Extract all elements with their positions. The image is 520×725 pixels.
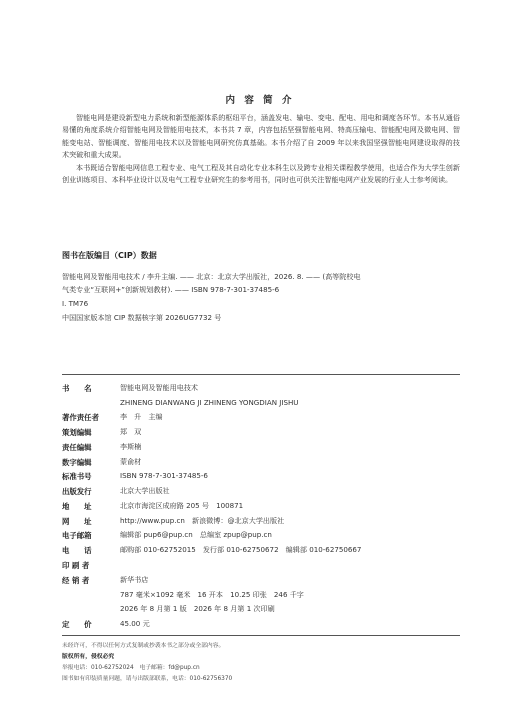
info-row-publisher bbox=[62, 486, 460, 499]
info-value: 智能电网及智能用电技术 bbox=[120, 383, 199, 392]
info-row-planning-editor bbox=[62, 427, 460, 440]
quality-contact: 图书如有印装质量问题，请与出版部联系，电话：010-62756370 bbox=[62, 676, 233, 682]
info-label: 网 址 bbox=[62, 517, 92, 526]
info-label: 书 名 bbox=[62, 384, 92, 393]
info-row-phone bbox=[62, 545, 460, 558]
info-label: 电 话 bbox=[62, 546, 92, 555]
abstract-title: 内 容 简 介 bbox=[225, 95, 295, 106]
cip-number: 中国国家版本馆 CIP 数据核字第 2026UG7732 号 bbox=[62, 313, 222, 322]
info-row-printer bbox=[62, 560, 460, 573]
info-row-digital-editor bbox=[62, 457, 460, 470]
rights-statement: 版权所有，侵权必究 bbox=[62, 654, 115, 660]
info-row-format bbox=[62, 590, 460, 603]
copyright-notice: 未经许可，不得以任何方式复制或抄袭本书之部分或全部内容。 bbox=[62, 643, 225, 649]
info-label: 出版发行 bbox=[62, 487, 92, 496]
info-row-address bbox=[62, 501, 460, 514]
info-value: 郑 双 bbox=[120, 427, 142, 436]
info-row-distributor bbox=[62, 575, 460, 588]
info-value: http://www.pup.cn 新浪微博：@北京大学出版社 bbox=[120, 516, 285, 525]
info-row-pinyin bbox=[62, 398, 460, 411]
cip-classification: Ⅰ. TM76 bbox=[62, 299, 89, 308]
info-label: 策划编辑 bbox=[62, 428, 92, 437]
info-value: 邮购部 010-62752015 发行部 010-62750672 编辑部 010-62750667 bbox=[120, 545, 362, 554]
top-divider bbox=[62, 374, 460, 375]
info-value: 李斯楠 bbox=[120, 442, 142, 451]
cip-record-line: 智能电网及智能用电技术 / 李升主编. —— 北京：北京大学出版社，2026. 8. —— (高等院校电 bbox=[62, 272, 361, 281]
info-label: 印 刷 者 bbox=[62, 561, 90, 570]
info-label: 责任编辑 bbox=[62, 443, 92, 452]
info-row-title bbox=[62, 383, 460, 396]
info-label: 标准书号 bbox=[62, 472, 92, 481]
info-row-price bbox=[62, 619, 460, 632]
abstract-paragraph: 本书既适合智能电网信息工程专业、电气工程及其自动化专业本科生以及跨专业相关课程教学使用，也适合作为大学生创新创业训练项目、本科毕业设计以及电气工程专业研究生的参考用书，同时也可供关注智能电网产业发展的行业人士参考阅读。 bbox=[62, 162, 460, 185]
info-value: ISBN 978-7-301-37485-6 bbox=[120, 471, 208, 480]
info-label: 著作责任者 bbox=[62, 413, 99, 422]
info-row-edition bbox=[62, 604, 460, 617]
info-value: 2026 年 8 月第 1 版 2026 年 8 月第 1 次印刷 bbox=[120, 604, 275, 613]
info-value: 北京市海淀区成府路 205 号 100871 bbox=[120, 501, 244, 510]
abstract-paragraph: 智能电网是建设新型电力系统和新型能源体系的枢纽平台，涵盖发电、输电、变电、配电、用电和调度各环节。本书从通俗易懂的角度系统介绍智能电网及智能用电技术，本书共 7 章，内容包括坚强智能电网、特高压输电、智能配电网及微电网、智能变电站、智能调度、智能用电技术以及智能电网研究仿真基础。本书介绍了自 2009 年以来我国坚强智能电网建设取得的技术突破和重大成果。 bbox=[62, 113, 460, 160]
info-value: ZHINENG DIANWANG JI ZHINENG YONGDIAN JISHU bbox=[120, 398, 299, 407]
abstract-body bbox=[62, 112, 460, 186]
info-value: 787 毫米×1092 毫米 16 开本 10.25 印张 246 千字 bbox=[120, 590, 304, 599]
cip-record-line: 气类专业“互联网+”创新规划教材). —— ISBN 978-7-301-37485-6 bbox=[62, 285, 280, 294]
info-value: 蒙俞材 bbox=[120, 457, 142, 466]
info-label: 地 址 bbox=[62, 502, 92, 511]
info-value: 新华书店 bbox=[120, 575, 149, 584]
info-label: 数字编辑 bbox=[62, 458, 92, 467]
bottom-divider bbox=[62, 635, 460, 636]
info-label: 电子邮箱 bbox=[62, 531, 92, 540]
info-row-isbn bbox=[62, 471, 460, 484]
info-row-author bbox=[62, 412, 460, 425]
info-label: 经 销 者 bbox=[62, 576, 90, 585]
info-value: 45.00 元 bbox=[120, 619, 150, 628]
info-value: 编辑部 pup6@pup.cn 总编室 zpup@pup.cn bbox=[120, 530, 272, 539]
info-value: 李 升 主编 bbox=[120, 412, 163, 421]
info-value: 北京大学出版社 bbox=[120, 486, 170, 495]
info-label: 定 价 bbox=[62, 620, 92, 629]
cip-title: 图书在版编目（CIP）数据 bbox=[62, 251, 157, 260]
info-row-responsible-editor bbox=[62, 442, 460, 455]
report-contact: 举报电话：010-62752024 电子邮箱：fd@pup.cn bbox=[62, 665, 200, 671]
info-row-email bbox=[62, 530, 460, 543]
info-row-website bbox=[62, 516, 460, 529]
